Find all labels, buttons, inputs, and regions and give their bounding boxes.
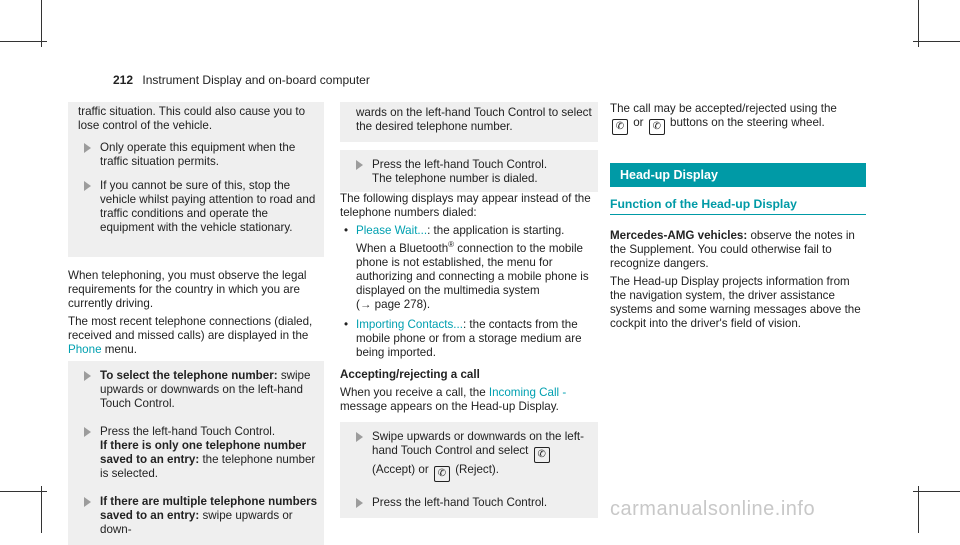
page-number: 212: [113, 73, 134, 87]
subsection-heading: Function of the Head-up Display: [610, 197, 866, 215]
page-title: Instrument Display and on-board computer: [142, 73, 370, 87]
importing-contacts-label: Importing Contacts...: [356, 317, 463, 331]
arrow-icon: [84, 497, 91, 507]
incoming-call-label: Incoming Call -: [488, 385, 567, 399]
crop-mark: [41, 0, 42, 47]
arrow-icon: [84, 181, 91, 191]
instruction-step: Press the left-hand Touch Control. If there is only one telephone number saved to an entry: the telephone number is selected.: [78, 425, 320, 481]
column-2: [340, 102, 598, 518]
instruction-step: Press the left-hand Touch Control.: [350, 496, 594, 510]
instruction-step: Swipe upwards or downwards on the left-hand Touch Control and select ✆ (Accept) or ✆ (Reject).: [350, 430, 594, 482]
instruction-block: [68, 361, 324, 545]
phone-reject-icon: ✆: [434, 466, 450, 482]
crop-mark: [41, 486, 42, 533]
arrow-icon: [356, 498, 363, 508]
note-step: Only operate this equipment when the traffic situation permits.: [78, 141, 316, 169]
arrow-icon: [84, 371, 91, 381]
instruction-block: [340, 102, 598, 142]
note-step: If you cannot be sure of this, stop the vehicle whilst paying attention to road and traffic conditions and operate the equipment with the vehicle stationary.: [78, 179, 316, 235]
instruction-block: [340, 422, 598, 518]
warning-note: [68, 102, 324, 257]
list-item: • Please Wait...: the application is starting. When a Bluetooth® connection to the mobile phone is not established, the menu for authorizing and connecting a mobile phone is displayed on the multimedia system (→ page 278).: [344, 224, 589, 311]
column-3: [610, 102, 866, 335]
paragraph: The Head-up Display projects information from the navigation system, the driver assistance systems and some warning messages above the cockpit into the driver's field of vision.: [610, 275, 861, 330]
arrow-icon: [356, 432, 363, 442]
crop-mark: [918, 0, 919, 47]
paragraph: The most recent telephone connections (dialed, received and missed calls) are displayed in the Phone menu.: [68, 315, 313, 356]
phone-accept-icon: ✆: [534, 447, 550, 463]
paragraph: When telephoning, you must observe the legal requirements for the country in which you are currently driving.: [68, 269, 307, 310]
paragraph: The following displays may appear instead of the telephone numbers dialed:: [340, 192, 591, 219]
instruction-step: Press the left-hand Touch Control. The telephone number is dialed.: [350, 158, 594, 186]
instruction-block: [340, 150, 598, 192]
paragraph: When you receive a call, the Incoming Call - message appears on the Head-up Display.: [340, 385, 567, 413]
instruction-step: To select the telephone number: swipe upwards or downwards on the left-hand Touch Control.: [78, 369, 320, 411]
paragraph: The call may be accepted/rejected using the ✆ or ✆ buttons on the steering wheel.: [610, 102, 866, 135]
phone-menu-link[interactable]: Phone: [68, 343, 102, 356]
list-item: • Importing Contacts...: the contacts from the mobile phone or from a storage medium are being imported.: [344, 317, 582, 359]
please-wait-label: Please Wait...: [356, 224, 428, 237]
crop-mark: [913, 491, 960, 492]
column-1: [68, 102, 324, 545]
paragraph: Mercedes-AMG vehicles: observe the notes in the Supplement. You could otherwise fail to recognize dangers.: [610, 229, 855, 270]
crop-mark: [0, 491, 47, 492]
note-text: traffic situation. This could also cause you to lose control of the vehicle.: [78, 105, 306, 132]
subsection-heading: Accepting/rejecting a call: [340, 367, 480, 381]
page-header: [113, 73, 370, 87]
arrow-icon: [84, 143, 91, 153]
phone-accept-icon: ✆: [612, 119, 628, 135]
section-heading: Head-up Display: [610, 163, 866, 187]
crop-mark: [918, 486, 919, 533]
crop-mark: [913, 41, 960, 42]
arrow-icon: [84, 427, 91, 437]
watermark: carmanualsonline.info: [610, 498, 816, 520]
phone-reject-icon: ✆: [649, 119, 665, 135]
continued-text: wards on the left-hand Touch Control to select the desired telephone number.: [356, 106, 592, 133]
arrow-icon: [356, 160, 363, 170]
instruction-step: If there are multiple telephone numbers saved to an entry: swipe upwards or down-: [78, 495, 320, 537]
crop-mark: [0, 41, 47, 42]
